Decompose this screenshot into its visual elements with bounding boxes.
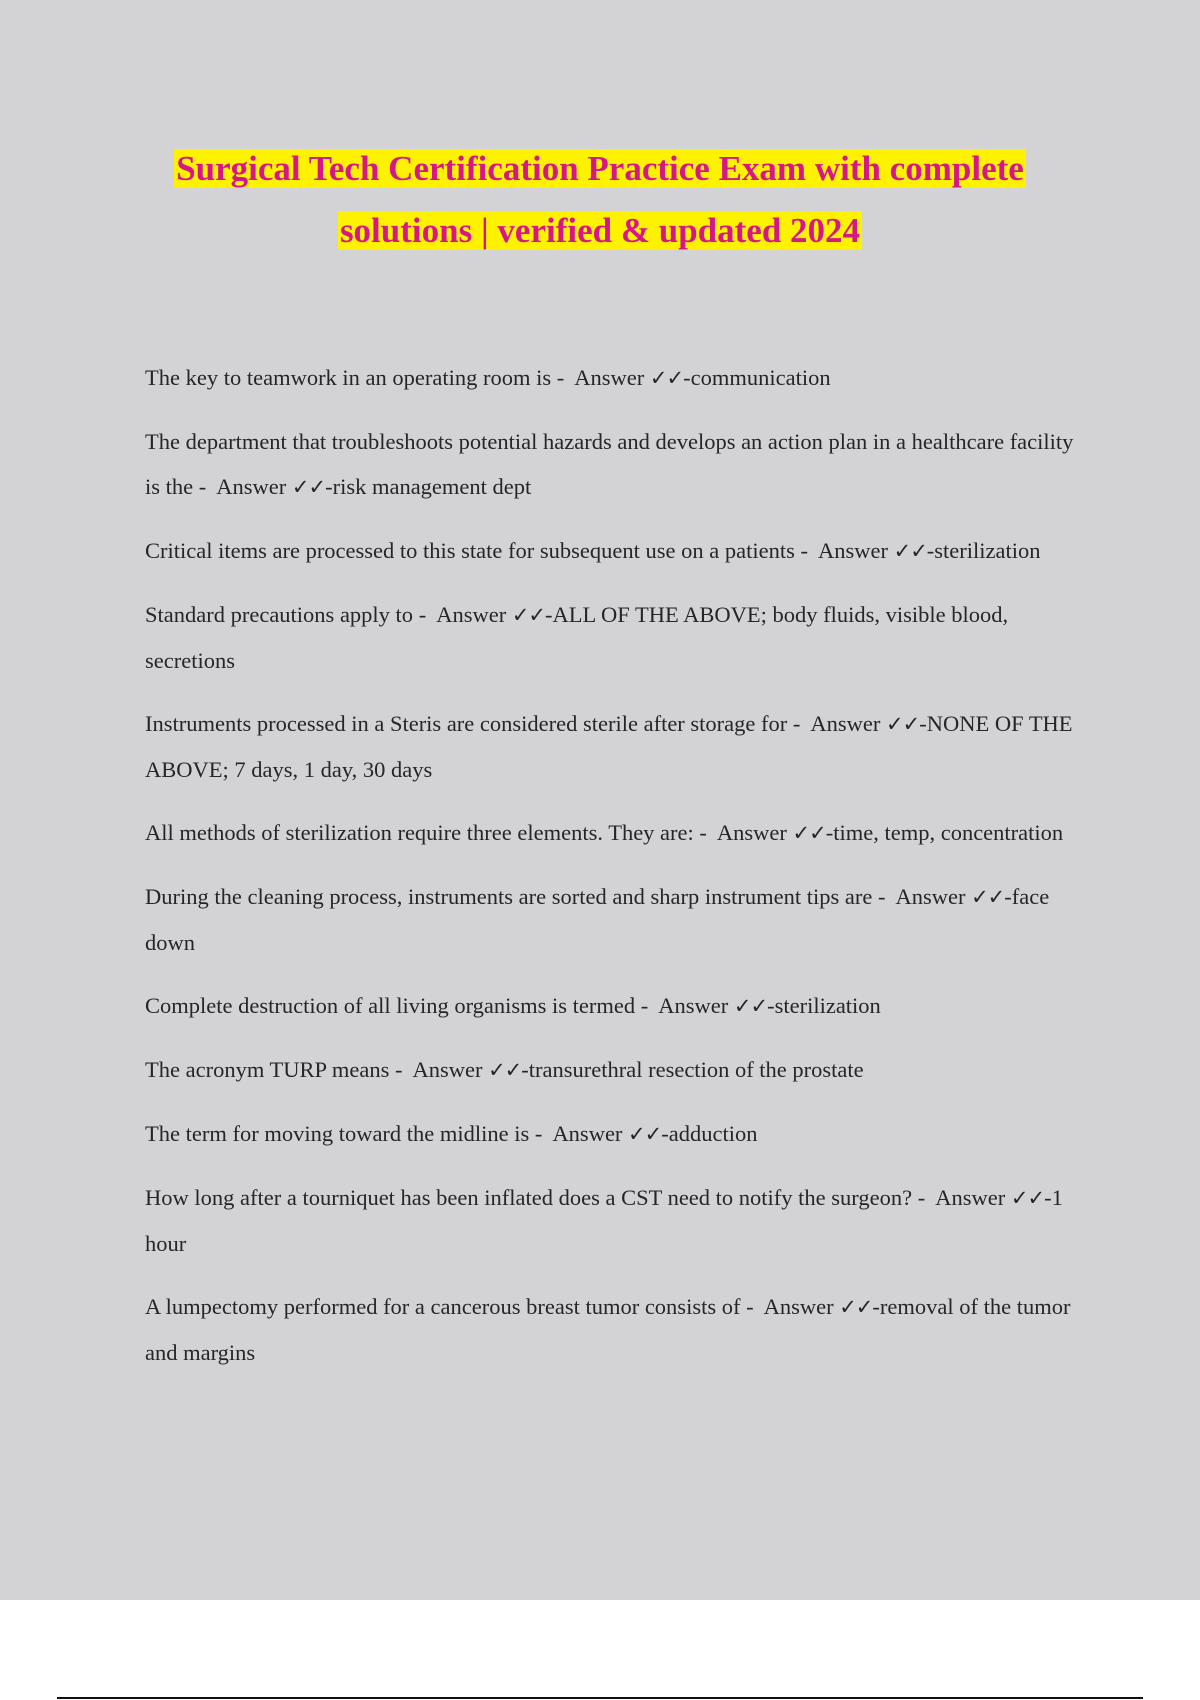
- qa-item-8: Complete destruction of all living organisms is termed - Answer ✓✓-sterilization: [145, 993, 881, 1018]
- double-check-icon: ✓✓: [628, 1122, 662, 1146]
- answer-text: ALL OF THE ABOVE; body fluids, visible blood, secretions: [145, 602, 1009, 673]
- answer-label: Answer: [436, 602, 507, 627]
- title-line-2: solutions | verified & updated 2024: [339, 211, 861, 250]
- question-text: Complete destruction of all living organisms is termed: [145, 993, 636, 1018]
- answer-text: time, temp, concentration: [833, 820, 1064, 845]
- answer-label: Answer: [552, 1121, 623, 1146]
- answer-text: transurethral resection of the prostate: [528, 1057, 864, 1082]
- answer-text: NONE OF THE ABOVE; 7 days, 1 day, 30 days: [145, 711, 1073, 782]
- answer-label: Answer: [895, 884, 966, 909]
- double-check-icon: ✓✓: [886, 712, 920, 736]
- answer-text: adduction: [668, 1121, 758, 1146]
- question-text: All methods of sterilization require three elements. They are:: [145, 820, 694, 845]
- question-text: The term for moving toward the midline is: [145, 1121, 530, 1146]
- question-text: How long after a tourniquet has been inflated does a CST need to notify the surgeon?: [145, 1185, 913, 1210]
- double-check-icon: ✓✓: [792, 821, 826, 845]
- answer-text: removal of the tumor and margins: [145, 1294, 1071, 1365]
- question-text: During the cleaning process, instruments are sorted and sharp instrument tips are: [145, 884, 873, 909]
- qa-item-5: Instruments processed in a Steris are considered sterile after storage for - Answer ✓✓-NONE OF THE ABOVE; 7 days, 1 day, 30 days: [145, 711, 1073, 782]
- answer-label: Answer: [412, 1057, 483, 1082]
- answer-label: Answer: [810, 711, 881, 736]
- answer-label: Answer: [817, 538, 888, 563]
- double-check-icon: ✓✓: [971, 885, 1005, 909]
- double-check-icon: ✓✓: [649, 366, 684, 390]
- qa-item-7: During the cleaning process, instruments are sorted and sharp instrument tips are - Answer ✓✓-face down: [145, 884, 1050, 955]
- qa-item-11: How long after a tourniquet has been inflated does a CST need to notify the surgeon? - Answer ✓✓-1 hour: [145, 1185, 1063, 1256]
- answer-text: face down: [145, 884, 1050, 955]
- answer-label: Answer: [658, 993, 729, 1018]
- double-check-icon: ✓✓: [1010, 1186, 1045, 1210]
- qa-item-6: All methods of sterilization require three elements. They are: - Answer ✓✓-time, temp, concentration: [145, 820, 1064, 845]
- double-check-icon: ✓✓: [893, 539, 927, 563]
- answer-label: Answer: [716, 820, 787, 845]
- answer-label: Answer: [935, 1185, 1006, 1210]
- question-answer-list: [145, 355, 1085, 1393]
- answer-label: Answer: [216, 474, 287, 499]
- qa-item-3: Critical items are processed to this state for subsequent use on a patients - Answer ✓✓-sterilization: [145, 538, 1041, 563]
- qa-item-2: The department that troubleshoots potential hazards and develops an action plan in a healthcare facility is the - Answer ✓✓-risk management dept: [145, 429, 1074, 499]
- answer-label: Answer: [574, 365, 645, 390]
- answer-text: risk management dept: [332, 474, 532, 499]
- double-check-icon: ✓✓: [511, 603, 546, 627]
- double-check-icon: ✓✓: [488, 1058, 522, 1082]
- qa-item-10: The term for moving toward the midline is - Answer ✓✓-adduction: [145, 1121, 758, 1146]
- question-text: A lumpectomy performed for a cancerous breast tumor consists of: [145, 1294, 741, 1319]
- question-text: The key to teamwork in an operating room is: [145, 365, 552, 390]
- title-line-1: Surgical Tech Certification Practice Exam with complete: [176, 149, 1024, 188]
- answer-text: 1 hour: [145, 1185, 1063, 1256]
- qa-item-12: A lumpectomy performed for a cancerous breast tumor consists of - Answer ✓✓-removal of the tumor and margins: [145, 1294, 1071, 1365]
- answer-text: sterilization: [934, 538, 1041, 563]
- answer-label: Answer: [763, 1294, 834, 1319]
- question-text: The department that troubleshoots potential hazards and develops an action plan in a healthcare facility is the: [145, 429, 1074, 499]
- double-check-icon: ✓✓: [839, 1295, 873, 1319]
- answer-text: communication: [690, 365, 831, 390]
- question-text: Instruments processed in a Steris are considered sterile after storage for: [145, 711, 788, 736]
- answer-text: sterilization: [774, 993, 881, 1018]
- qa-item-9: The acronym TURP means - Answer ✓✓-transurethral resection of the prostate: [145, 1057, 864, 1082]
- qa-item-1: The key to teamwork in an operating room is - Answer ✓✓-communication: [145, 365, 831, 390]
- double-check-icon: ✓✓: [733, 994, 768, 1018]
- document-title: [100, 138, 1100, 262]
- qa-item-4: Standard precautions apply to - Answer ✓✓-ALL OF THE ABOVE; body fluids, visible blood, secretions: [145, 602, 1009, 673]
- double-check-icon: ✓✓: [291, 475, 326, 499]
- question-text: Critical items are processed to this state for subsequent use on a patients: [145, 538, 795, 563]
- footer-divider: [57, 1697, 1143, 1699]
- question-text: The acronym TURP means: [145, 1057, 390, 1082]
- question-text: Standard precautions apply to: [145, 602, 414, 627]
